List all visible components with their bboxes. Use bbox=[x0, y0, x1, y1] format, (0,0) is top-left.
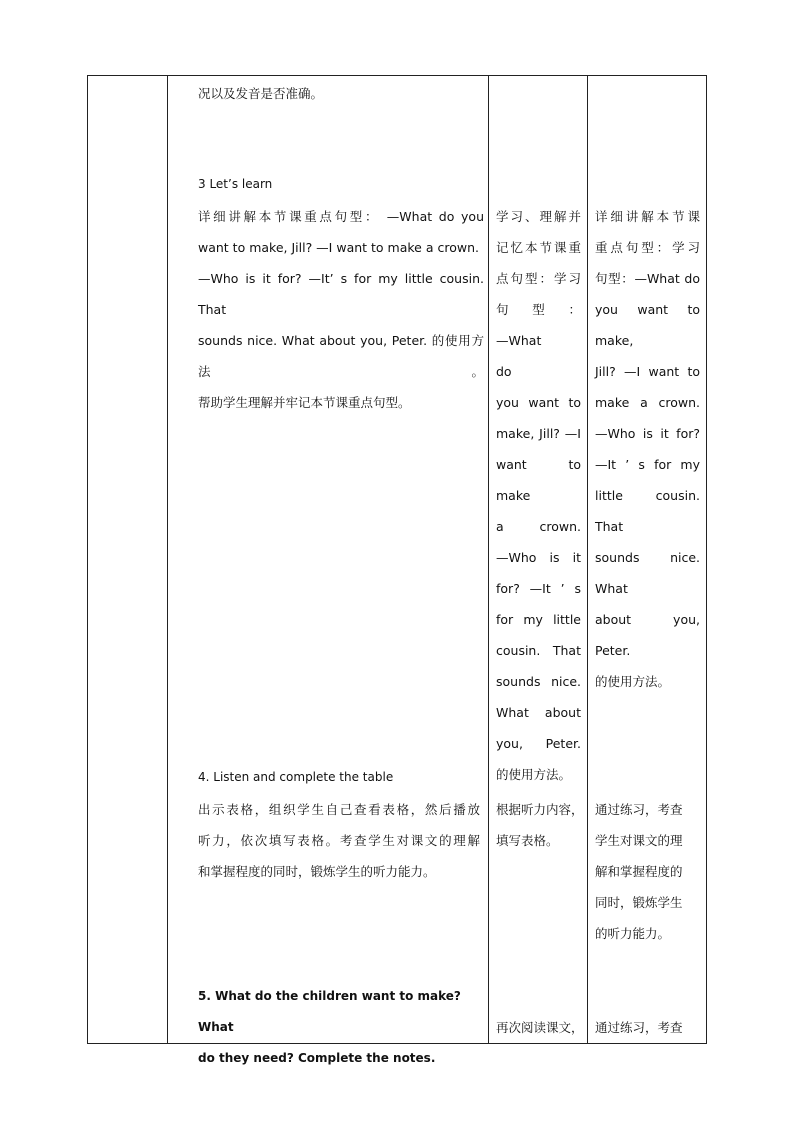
col3-section4 bbox=[496, 794, 586, 856]
col4-line: 同时，锻炼学生 bbox=[595, 895, 683, 910]
col4-line: sounds nice. What bbox=[595, 550, 700, 596]
table-border-top bbox=[87, 75, 707, 76]
col3-line: What about bbox=[496, 705, 581, 720]
col3-line: 根据听力内容， bbox=[496, 802, 584, 817]
section3-description bbox=[198, 201, 484, 418]
section3-line: sounds nice. What about you, Peter. 的使用方法。 bbox=[198, 333, 484, 379]
col4-section4 bbox=[595, 794, 700, 949]
section4-line: 和掌握程度的同时，锻炼学生的听力能力。 bbox=[198, 864, 436, 879]
col4-line: Jill? —I want to bbox=[595, 364, 700, 379]
section5-line: 5. What do the children want to make? What bbox=[198, 989, 461, 1034]
column-divider-2 bbox=[488, 75, 489, 1044]
table-border-left bbox=[87, 75, 88, 1044]
col3-line: a crown. bbox=[496, 519, 581, 534]
col4-line: 详细讲解本节课 bbox=[595, 209, 700, 224]
col3-line: sounds nice. bbox=[496, 674, 581, 689]
section3-line: 帮助学生理解并牢记本节课重点句型。 bbox=[198, 395, 411, 410]
section5-heading bbox=[198, 981, 468, 1074]
col3-line: 句 型 ： bbox=[496, 302, 581, 317]
table-border-right bbox=[706, 75, 707, 1044]
col3-line: make, Jill? —I bbox=[496, 426, 581, 441]
col2-continuation-text: 况以及发音是否准确。 bbox=[198, 86, 324, 101]
section5-line: do they need? Complete the notes. bbox=[198, 1051, 436, 1065]
col3-line: —What do bbox=[496, 333, 567, 379]
col4-line: 的使用方法。 bbox=[595, 674, 671, 689]
col3-line: for? —It ’ s bbox=[496, 581, 581, 596]
col3-line: 点句型：学习 bbox=[496, 271, 581, 286]
section3-heading: 3 Let’s learn bbox=[198, 177, 273, 191]
col3-line: cousin. That bbox=[496, 643, 581, 658]
col4-line: 学生对课文的理 bbox=[595, 833, 683, 848]
section3-line: 详细讲解本节课重点句型： —What do you bbox=[198, 209, 484, 224]
col3-line: 再次阅读课文， bbox=[496, 1020, 584, 1035]
col4-line: make a crown. bbox=[595, 395, 700, 410]
section3-line: —Who is it for? —It’ s for my little cousin. That bbox=[198, 271, 484, 317]
col4-section5 bbox=[595, 1012, 700, 1043]
section4-heading: 4. Listen and complete the table bbox=[198, 770, 394, 784]
col4-line: about you, Peter. bbox=[595, 612, 700, 658]
col4-line: 通过练习，考查 bbox=[595, 802, 683, 817]
col4-line: little cousin. That bbox=[595, 488, 700, 534]
col3-line: for my little bbox=[496, 612, 581, 627]
section4-description bbox=[198, 794, 480, 887]
col3-line: —Who is it bbox=[496, 550, 581, 565]
col4-line: 句型：—What do bbox=[595, 271, 700, 286]
col3-line: 的使用方法。 bbox=[496, 767, 572, 782]
col4-section3 bbox=[595, 201, 700, 697]
col4-line: you want to make, bbox=[595, 302, 700, 348]
col3-line: you want to bbox=[496, 395, 581, 410]
col3-section3 bbox=[496, 201, 581, 790]
col3-section5 bbox=[496, 1012, 586, 1043]
column-divider-1 bbox=[167, 75, 168, 1044]
col3-line: want to make bbox=[496, 457, 581, 503]
col3-line: you, Peter. bbox=[496, 736, 581, 751]
col4-line: —Who is it for? bbox=[595, 426, 700, 441]
col4-line: 解和掌握程度的 bbox=[595, 864, 683, 879]
col3-line: 学习、理解并 bbox=[496, 209, 581, 224]
section3-line: want to make, Jill? —I want to make a crown. bbox=[198, 240, 479, 255]
section4-line: 听力，依次填写表格。考查学生对课文的理解 bbox=[198, 833, 480, 848]
col4-line: —It ’ s for my bbox=[595, 457, 700, 472]
column-divider-3 bbox=[587, 75, 588, 1044]
col4-line: 重点句型：学习 bbox=[595, 240, 700, 255]
col4-line: 通过练习，考查 bbox=[595, 1020, 683, 1035]
section4-line: 出示表格，组织学生自己查看表格，然后播放 bbox=[198, 802, 480, 817]
col3-line: 记忆本节课重 bbox=[496, 240, 581, 255]
col4-line: 的听力能力。 bbox=[595, 926, 671, 941]
col3-line: 填写表格。 bbox=[496, 833, 559, 848]
